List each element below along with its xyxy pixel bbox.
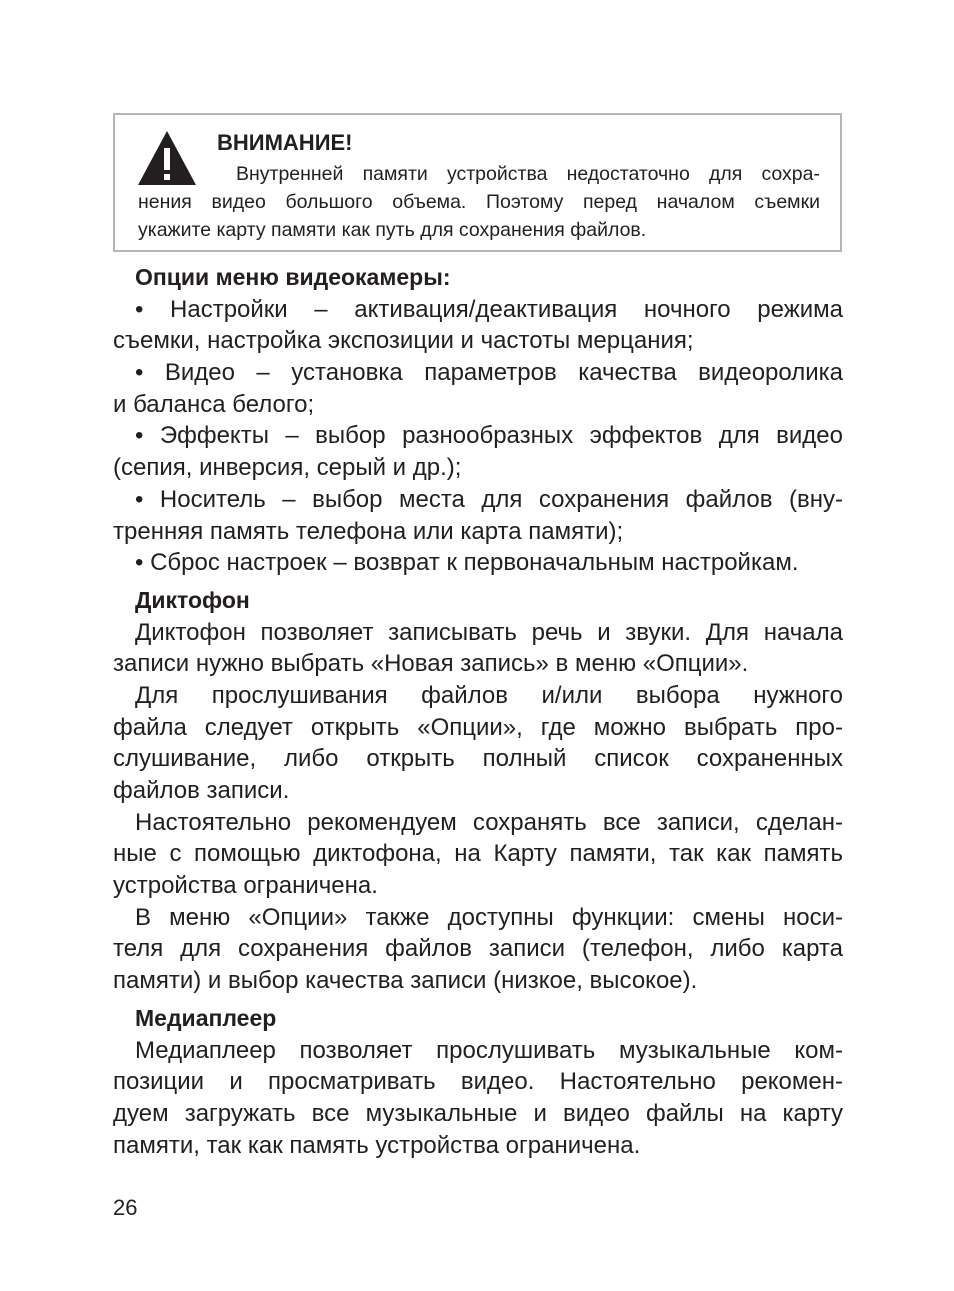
- text-line: • Настройки – активация/деактивация ночного режима: [135, 295, 843, 323]
- text-line: позиции и просматривать видео. Настоятельно рекомен-: [113, 1068, 843, 1096]
- text-line: тренняя память телефона или карта памяти);: [113, 517, 624, 545]
- text-line: Диктофон позволяет записывать речь и звуки. Для начала: [135, 618, 843, 646]
- warning-line: укажите карту памяти как путь для сохранения файлов.: [138, 219, 647, 241]
- warning-line: нения видео большого объема. Поэтому перед началом съемки: [138, 191, 820, 213]
- text-line: теля для сохранения файлов записи (телефон, либо карта: [113, 935, 843, 963]
- text-line: файлов записи.: [113, 777, 290, 804]
- text-line: Настоятельно рекомендуем сохранять все записи, сделан-: [135, 808, 843, 836]
- warning-line: Внутренней памяти устройства недостаточно для сохра-: [236, 163, 820, 185]
- text-line: ные с помощью диктофона, на Карту памяти, так как память: [113, 840, 843, 868]
- text-line: и баланса белого;: [113, 390, 315, 418]
- text-line: съемки, настройка экспозиции и частоты мерцания;: [113, 327, 694, 355]
- text-line: памяти, так как память устройства ограничена.: [113, 1131, 641, 1159]
- warning-title: ВНИМАНИЕ!: [217, 130, 353, 155]
- text-line: Медиаплеер позволяет прослушивать музыкальные ком-: [135, 1036, 843, 1064]
- section-heading-mediaplayer: Медиаплеер: [135, 1004, 277, 1031]
- text-line: дуем загружать все музыкальные и видео файлы на карту: [113, 1099, 843, 1127]
- text-line: файла следует открыть «Опции», где можно выбрать про-: [113, 713, 843, 741]
- text-line: • Эффекты – выбор разнообразных эффектов для видео: [135, 422, 843, 450]
- warning-box: [113, 113, 842, 252]
- text-line: • Сброс настроек – возврат к первоначальным настройкам.: [135, 549, 799, 577]
- text-line: • Носитель – выбор места для сохранения файлов (вну-: [135, 485, 843, 513]
- text-line: Для прослушивания файлов и/или выбора нужного: [135, 681, 843, 709]
- text-line: • Видео – установка параметров качества видеоролика: [135, 359, 843, 387]
- text-line: В меню «Опции» также доступны функции: смены носи-: [135, 903, 843, 931]
- section-heading-camera-menu: Опции меню видеокамеры:: [135, 264, 451, 290]
- text-line: (сепия, инверсия, серый и др.);: [113, 454, 462, 482]
- text-line: записи нужно выбрать «Новая запись» в меню «Опции».: [113, 650, 749, 678]
- text-line: памяти) и выбор качества записи (низкое, высокое).: [113, 967, 698, 995]
- page-number: 26: [113, 1195, 138, 1220]
- section-heading-dictaphone: Диктофон: [135, 586, 250, 613]
- text-line: слушивание, либо открыть полный список сохраненных: [113, 745, 843, 773]
- body-text: [113, 262, 843, 1161]
- text-line: устройства ограничена.: [113, 872, 378, 900]
